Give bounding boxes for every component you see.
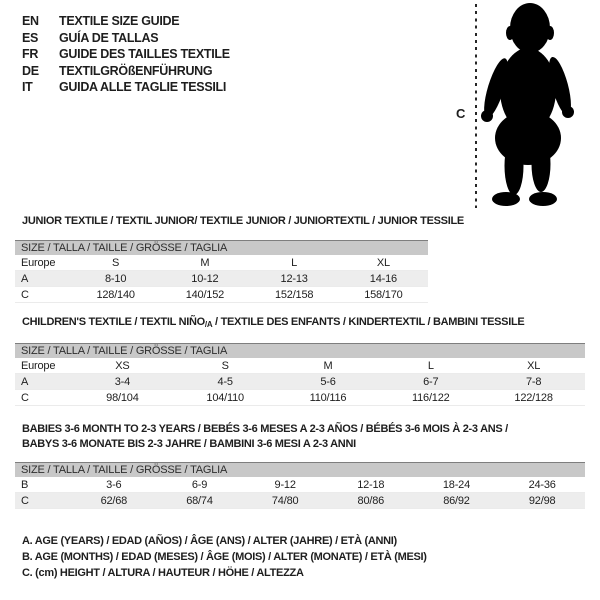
children-title-subscript: /A <box>204 320 213 329</box>
cell: 12-13 <box>250 271 339 287</box>
footnote-legend <box>22 533 427 581</box>
table-row <box>15 358 585 374</box>
cell: 10-12 <box>160 271 249 287</box>
table-row <box>15 477 585 493</box>
cell: M <box>277 358 380 374</box>
height-measure-dotted-line <box>475 4 477 208</box>
cell: 12-18 <box>328 477 414 493</box>
language-title: TEXTILGRÖßENFÜHRUNG <box>59 63 213 78</box>
cell: 7-8 <box>482 374 585 390</box>
language-code: DE <box>22 63 39 78</box>
cell: 92/98 <box>499 493 585 509</box>
size-header-label: SIZE / TALLA / TAILLE / GRÖSSE / TAGLIA <box>15 344 585 359</box>
cell: XS <box>71 358 174 374</box>
row-label: A <box>15 271 71 287</box>
cell: 3-4 <box>71 374 174 390</box>
babies-section-title <box>22 422 508 452</box>
cell: 18-24 <box>414 477 500 493</box>
size-header-bar <box>15 241 428 256</box>
cell: 128/140 <box>71 287 160 303</box>
size-header-label: SIZE / TALLA / TAILLE / GRÖSSE / TAGLIA <box>15 241 428 256</box>
size-header-label: SIZE / TALLA / TAILLE / GRÖSSE / TAGLIA <box>15 463 585 478</box>
junior-size-table <box>15 240 428 303</box>
children-size-table <box>15 343 585 406</box>
cell: 24-36 <box>499 477 585 493</box>
cell: 6-7 <box>379 374 482 390</box>
babies-title-line1: BABIES 3-6 MONTH TO 2-3 YEARS / BEBÉS 3-6 MESES A 2-3 AÑOS / BÉBÉS 3-6 MOIS À 2-3 ANS / <box>22 423 508 435</box>
cell: 62/68 <box>71 493 157 509</box>
cell: 122/128 <box>482 390 585 406</box>
cell: S <box>71 255 160 271</box>
height-measure-label: C <box>456 106 466 121</box>
table-row <box>15 493 585 509</box>
cell: 74/80 <box>242 493 328 509</box>
language-row-de <box>22 63 230 80</box>
row-label: B <box>15 477 71 493</box>
cell: 6-9 <box>157 477 243 493</box>
table-row <box>15 390 585 406</box>
cell: L <box>379 358 482 374</box>
cell: 110/116 <box>277 390 380 406</box>
cell: 68/74 <box>157 493 243 509</box>
language-title-list <box>22 13 230 96</box>
children-title-part1: CHILDREN'S TEXTILE / TEXTIL NIÑO <box>22 316 205 328</box>
cell: 80/86 <box>328 493 414 509</box>
cell: L <box>250 255 339 271</box>
footnote-c: C. (cm) HEIGHT / ALTURA / HAUTEUR / HÖHE / ALTEZZA <box>22 567 304 579</box>
cell: 14-16 <box>339 271 428 287</box>
language-title: GUIDE DES TAILLES TEXTILE <box>59 47 230 62</box>
language-row-fr <box>22 46 230 63</box>
table-row <box>15 374 585 390</box>
cell: XL <box>482 358 585 374</box>
language-code: FR <box>22 47 39 62</box>
language-title: GUIDA ALLE TAGLIE TESSILI <box>59 80 227 95</box>
cell: XL <box>339 255 428 271</box>
footnote-a: A. AGE (YEARS) / EDAD (AÑOS) / ÂGE (ANS) / ALTER (JAHRE) / ETÀ (ANNI) <box>22 535 397 547</box>
babies-size-table <box>15 462 585 509</box>
language-row-es <box>22 30 230 47</box>
row-label: Europe <box>15 358 71 374</box>
junior-section-title: JUNIOR TEXTILE / TEXTIL JUNIOR/ TEXTILE JUNIOR / JUNIORTEXTIL / JUNIOR TESSILE <box>22 215 464 227</box>
cell: S <box>174 358 277 374</box>
size-header-bar <box>15 463 585 478</box>
cell: M <box>160 255 249 271</box>
cell: 152/158 <box>250 287 339 303</box>
row-label: C <box>15 287 71 303</box>
language-row-it <box>22 79 230 96</box>
toddler-silhouette-icon <box>478 0 600 210</box>
language-row-en <box>22 13 230 30</box>
cell: 158/170 <box>339 287 428 303</box>
row-label: C <box>15 493 71 509</box>
language-code: IT <box>22 80 33 95</box>
language-code: EN <box>22 14 39 28</box>
cell: 9-12 <box>242 477 328 493</box>
row-label: C <box>15 390 71 406</box>
footnote-b: B. AGE (MONTHS) / EDAD (MESES) / ÂGE (MOIS) / ALTER (MONATE) / ETÀ (MESI) <box>22 551 427 563</box>
row-label: A <box>15 374 71 390</box>
cell: 3-6 <box>71 477 157 493</box>
cell: 4-5 <box>174 374 277 390</box>
cell: 140/152 <box>160 287 249 303</box>
table-row <box>15 255 428 271</box>
cell: 5-6 <box>277 374 380 390</box>
children-title-part2: / TEXTILE DES ENFANTS / KINDERTEXTIL / BAMBINI TESSILE <box>212 316 525 328</box>
children-section-title <box>22 315 524 332</box>
cell: 8-10 <box>71 271 160 287</box>
cell: 104/110 <box>174 390 277 406</box>
table-row <box>15 287 428 303</box>
cell: 116/122 <box>379 390 482 406</box>
babies-title-line2: BABYS 3-6 MONATE BIS 2-3 JAHRE / BAMBINI 3-6 MESI A 2-3 ANNI <box>22 438 356 450</box>
language-title: TEXTILE SIZE GUIDE <box>59 14 180 28</box>
size-header-bar <box>15 344 585 359</box>
cell: 86/92 <box>414 493 500 509</box>
language-title: GUÍA DE TALLAS <box>59 30 159 45</box>
language-code: ES <box>22 30 39 45</box>
cell: 98/104 <box>71 390 174 406</box>
row-label: Europe <box>15 255 71 271</box>
table-row <box>15 271 428 287</box>
